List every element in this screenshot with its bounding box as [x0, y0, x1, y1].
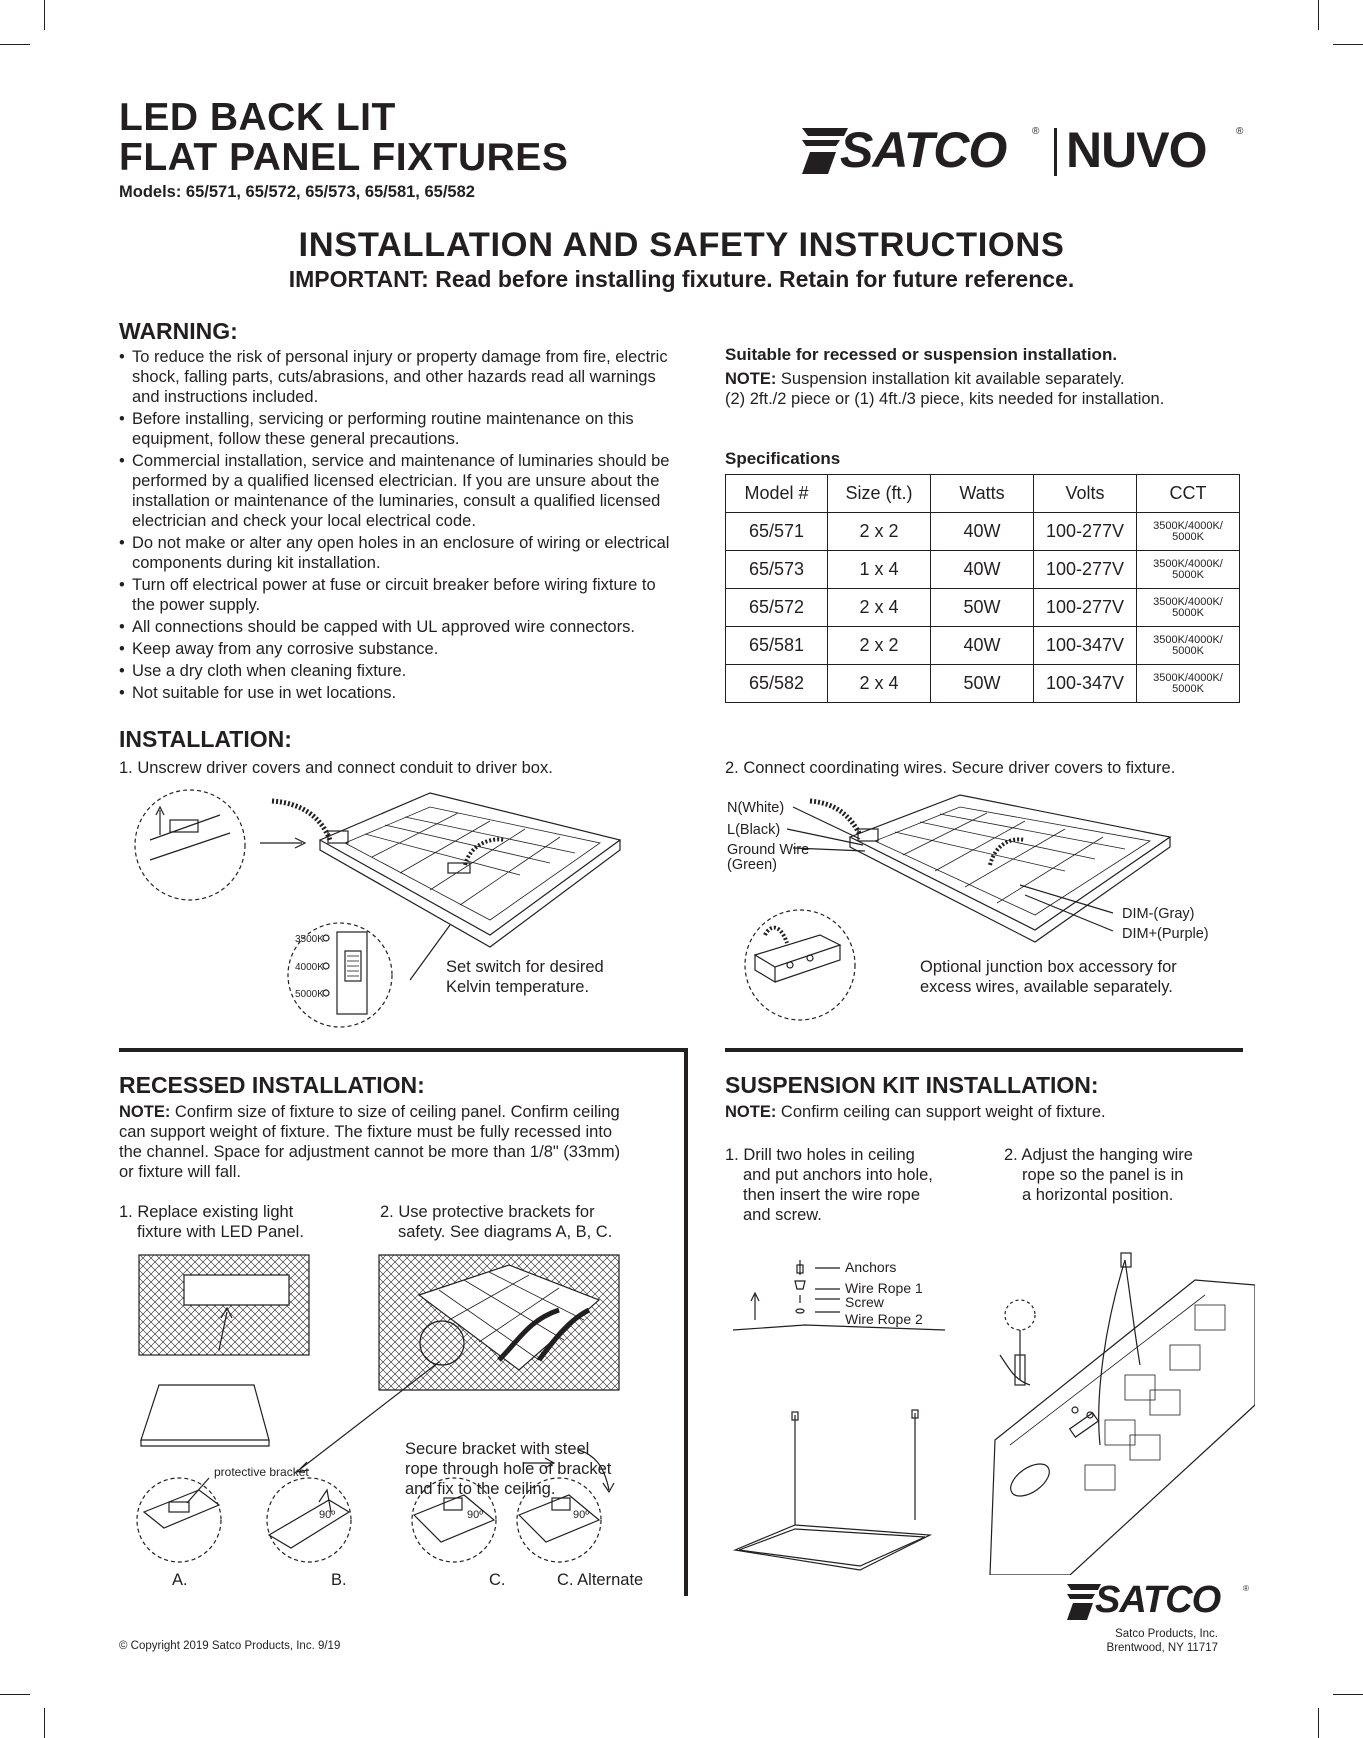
spec-column-header: CCT: [1137, 475, 1240, 513]
recessed-step-1: [119, 1202, 304, 1242]
spec-cell: 1 x 4: [828, 551, 931, 589]
spec-cell: 2 x 4: [828, 589, 931, 627]
spec-row: [726, 627, 1240, 665]
spec-column-header: Watts: [931, 475, 1034, 513]
crop-mark: [0, 1694, 30, 1695]
suspension-note: [725, 1102, 1106, 1122]
logo-divider: [1054, 128, 1057, 176]
step-2-line-3: a horizontal position.: [1022, 1186, 1174, 1204]
copyright: © Copyright 2019 Satco Products, Inc. 9/19: [119, 1640, 341, 1652]
recessed-step-2: [380, 1202, 612, 1242]
main-title: INSTALLATION AND SAFETY INSTRUCTIONS: [298, 226, 1065, 264]
warning-item: • To reduce the risk of personal injury or property damage from fire, electric shock, falling parts, cuts/abrasions, and other hazards read all warnings and instructions included.: [119, 347, 674, 407]
crop-mark: [1318, 0, 1319, 30]
secure-line-2: rope through hole of bracket: [405, 1460, 612, 1478]
suspension-heading: SUSPENSION KIT INSTALLATION:: [725, 1072, 1099, 1098]
suitable-heading: Suitable for recessed or suspension installation.: [725, 345, 1118, 364]
spec-cell: 40W: [931, 551, 1034, 589]
note-label: NOTE:: [119, 1103, 171, 1121]
spec-cell-cct: [1137, 513, 1240, 551]
spec-column-header: Model #: [726, 475, 828, 513]
crop-mark: [0, 44, 30, 45]
diagram-label-c-alternate: C. Alternate: [557, 1571, 644, 1589]
spec-column-header: Size (ft.): [828, 475, 931, 513]
spec-cell: 50W: [931, 589, 1034, 627]
note-text: Confirm size of fixture to size of ceiling panel. Confirm ceiling can support weight of fixture. The fixture must be fully recessed into the channel. Space for adjustment cannot be more than 1/8" (33mm) or fixture will fall.: [119, 1103, 621, 1181]
cct-line-1: 3500K/4000K/: [1153, 671, 1223, 684]
spec-cell: 40W: [931, 627, 1034, 665]
wire-label-white: N(White): [727, 800, 785, 816]
suitable-note: [725, 369, 1285, 409]
column-divider: [684, 1048, 688, 1596]
brand-satco: SATCO: [840, 122, 1007, 178]
cct-line-1: 3500K/4000K/: [1153, 633, 1223, 646]
suspension-step-2: [1004, 1145, 1193, 1205]
satco-nuvo-logo: [800, 122, 1245, 182]
cct-line-2: 5000K: [1172, 644, 1204, 657]
switch-caption-line-1: Set switch for desired: [446, 958, 604, 976]
step-2-line-1: 2. Use protective brackets for: [380, 1203, 595, 1221]
part-label-anchors: Anchors: [845, 1259, 897, 1275]
spec-row: [726, 665, 1240, 703]
secure-line-1: Secure bracket with steel: [405, 1440, 590, 1458]
installation-step-1: 1. Unscrew driver covers and connect conduit to driver box.: [119, 759, 553, 777]
secure-line-3: and fix to the ceiling.: [405, 1480, 556, 1498]
spec-cell-cct: [1137, 627, 1240, 665]
diagram-label-a: A.: [172, 1571, 188, 1589]
warning-item: • Do not make or alter any open holes in an enclosure of wiring or electrical components during kit installation.: [119, 533, 674, 573]
spec-cell-cct: [1137, 589, 1240, 627]
dim-label-purple: DIM+(Purple): [1122, 926, 1209, 942]
footer-brand: SATCO: [1095, 1579, 1221, 1621]
company-address: Brentwood, NY 11717: [1106, 1642, 1218, 1654]
angle-label-b: 90º: [319, 1509, 336, 1521]
step-1-line-1: 1. Drill two holes in ceiling: [725, 1146, 915, 1164]
company-name: Satco Products, Inc.: [1115, 1628, 1218, 1640]
title-line-1: LED BACK LIT: [119, 96, 396, 139]
spec-cell: 2 x 4: [828, 665, 931, 703]
section-divider: [725, 1048, 1243, 1052]
switch-caption-line-2: Kelvin temperature.: [446, 978, 590, 996]
wire-label-green: (Green): [727, 857, 777, 873]
secure-bracket-caption: [405, 1439, 611, 1499]
switch-label-3500k: 3500K: [295, 934, 324, 945]
section-divider: [119, 1048, 687, 1052]
wire-label-black: L(Black): [727, 822, 781, 838]
models-list: Models: 65/571, 65/572, 65/573, 65/581, 65/582: [119, 183, 475, 201]
spec-cell: 100-277V: [1034, 589, 1137, 627]
crop-mark: [1333, 1694, 1363, 1695]
switch-label-5000k: 5000K: [295, 989, 324, 1000]
note-label: NOTE:: [725, 1103, 777, 1121]
warning-item: • Turn off electrical power at fuse or circuit breaker before wiring fixture to the power supply.: [119, 575, 674, 615]
note-text: Suspension installation kit available separately.: [776, 370, 1125, 388]
step-2-line-2: safety. See diagrams A, B, C.: [398, 1223, 613, 1241]
cct-line-2: 5000K: [1172, 682, 1204, 695]
kits-text: (2) 2ft./2 piece or (1) 4ft./3 piece, kits needed for installation.: [725, 390, 1165, 408]
registered-mark: ®: [1236, 126, 1244, 137]
crop-mark: [1318, 1708, 1319, 1738]
switch-caption: [446, 957, 604, 997]
specifications-heading: Specifications: [725, 449, 841, 468]
warning-item: • Before installing, servicing or performing routine maintenance on this equipment, follow these general precautions.: [119, 409, 674, 449]
cct-line-1: 3500K/4000K/: [1153, 557, 1223, 570]
spec-cell: 65/571: [726, 513, 828, 551]
angle-label-c-alt: 90º: [573, 1509, 590, 1521]
step-2-line-1: 2. Adjust the hanging wire: [1004, 1146, 1193, 1164]
spec-cell-cct: [1137, 551, 1240, 589]
cct-line-1: 3500K/4000K/: [1153, 595, 1223, 608]
warning-list: [119, 347, 674, 705]
warning-item: • Not suitable for use in wet locations.: [119, 683, 674, 703]
spec-cell: 65/582: [726, 665, 828, 703]
spec-row: [726, 513, 1240, 551]
recessed-heading: RECESSED INSTALLATION:: [119, 1072, 425, 1098]
product-title: [119, 98, 568, 178]
cct-line-2: 5000K: [1172, 568, 1204, 581]
dim-label-gray: DIM-(Gray): [1122, 906, 1195, 922]
spec-cell: 100-347V: [1034, 627, 1137, 665]
step-1-line-2: and put anchors into hole,: [743, 1166, 933, 1184]
recessed-diagram: [119, 1250, 659, 1580]
part-label-wire-rope-1: Wire Rope 1: [845, 1280, 923, 1296]
installation-heading: INSTALLATION:: [119, 726, 292, 752]
important-notice: IMPORTANT: Read before installing fixuture. Retain for future reference.: [288, 266, 1075, 292]
diagram-label-c: C.: [489, 1571, 506, 1589]
spec-row: [726, 551, 1240, 589]
step-1-line-3: then insert the wire rope: [743, 1186, 921, 1204]
step-2-line-2: rope so the panel is in: [1022, 1166, 1184, 1184]
junction-line-2: excess wires, available separately.: [920, 978, 1173, 996]
warning-item: • All connections should be capped with UL approved wire connectors.: [119, 617, 674, 637]
spec-cell: 65/581: [726, 627, 828, 665]
warning-item: • Keep away from any corrosive substance.: [119, 639, 674, 659]
registered-mark: ®: [1032, 126, 1040, 137]
spec-cell: 65/572: [726, 589, 828, 627]
crop-mark: [44, 0, 45, 30]
spec-cell: 2 x 2: [828, 513, 931, 551]
crop-mark: [1333, 44, 1363, 45]
note-text: Confirm ceiling can support weight of fixture.: [776, 1103, 1106, 1121]
step-1-line-1: 1. Replace existing light: [119, 1203, 294, 1221]
warning-heading: WARNING:: [119, 318, 238, 344]
brand-nuvo: NUVO: [1066, 122, 1207, 178]
cct-line-1: 3500K/4000K/: [1153, 519, 1223, 532]
spec-cell-cct: [1137, 665, 1240, 703]
part-label-wire-rope-2: Wire Rope 2: [845, 1311, 923, 1327]
spec-cell: 100-277V: [1034, 513, 1137, 551]
spec-column-header: Volts: [1034, 475, 1137, 513]
suspension-step-1: [725, 1145, 933, 1225]
switch-label-4000k: 4000K: [295, 962, 324, 973]
protective-bracket-label: protective bracket: [214, 1465, 309, 1479]
registered-mark: ®: [1243, 1584, 1249, 1593]
step-1-line-2: fixture with LED Panel.: [137, 1223, 304, 1241]
cct-line-2: 5000K: [1172, 606, 1204, 619]
warning-item: • Use a dry cloth when cleaning fixture.: [119, 661, 674, 681]
footer-satco-logo: [1065, 1578, 1250, 1626]
spec-cell: 50W: [931, 665, 1034, 703]
title-line-2: FLAT PANEL FIXTURES: [119, 136, 569, 179]
junction-line-1: Optional junction box accessory for: [920, 958, 1177, 976]
wire-label-ground: Ground Wire: [727, 842, 810, 858]
spec-row: [726, 589, 1240, 627]
step-1-line-4: and screw.: [743, 1206, 822, 1224]
angle-label-c: 90º: [467, 1509, 484, 1521]
diagram-label-b: B.: [331, 1571, 347, 1589]
note-label: NOTE:: [725, 370, 777, 388]
crop-mark: [44, 1708, 45, 1738]
suspension-diagram: [725, 1245, 1255, 1575]
spec-cell: 100-347V: [1034, 665, 1137, 703]
spec-cell: 65/573: [726, 551, 828, 589]
specifications-table: [725, 474, 1240, 703]
installation-step-2: 2. Connect coordinating wires. Secure driver covers to fixture.: [725, 759, 1176, 777]
cct-line-2: 5000K: [1172, 530, 1204, 543]
spec-cell: 2 x 2: [828, 627, 931, 665]
recessed-note: [119, 1102, 639, 1182]
spec-cell: 40W: [931, 513, 1034, 551]
spec-cell: 100-277V: [1034, 551, 1137, 589]
junction-caption: [920, 957, 1177, 997]
part-label-screw: Screw: [845, 1294, 884, 1310]
warning-item: • Commercial installation, service and maintenance of luminaries should be performed by a qualified licensed electrician. If you are unsure about the installation or maintenance of the luminaries, consult a qualified licensed electrician and check your local electrical code.: [119, 451, 674, 531]
